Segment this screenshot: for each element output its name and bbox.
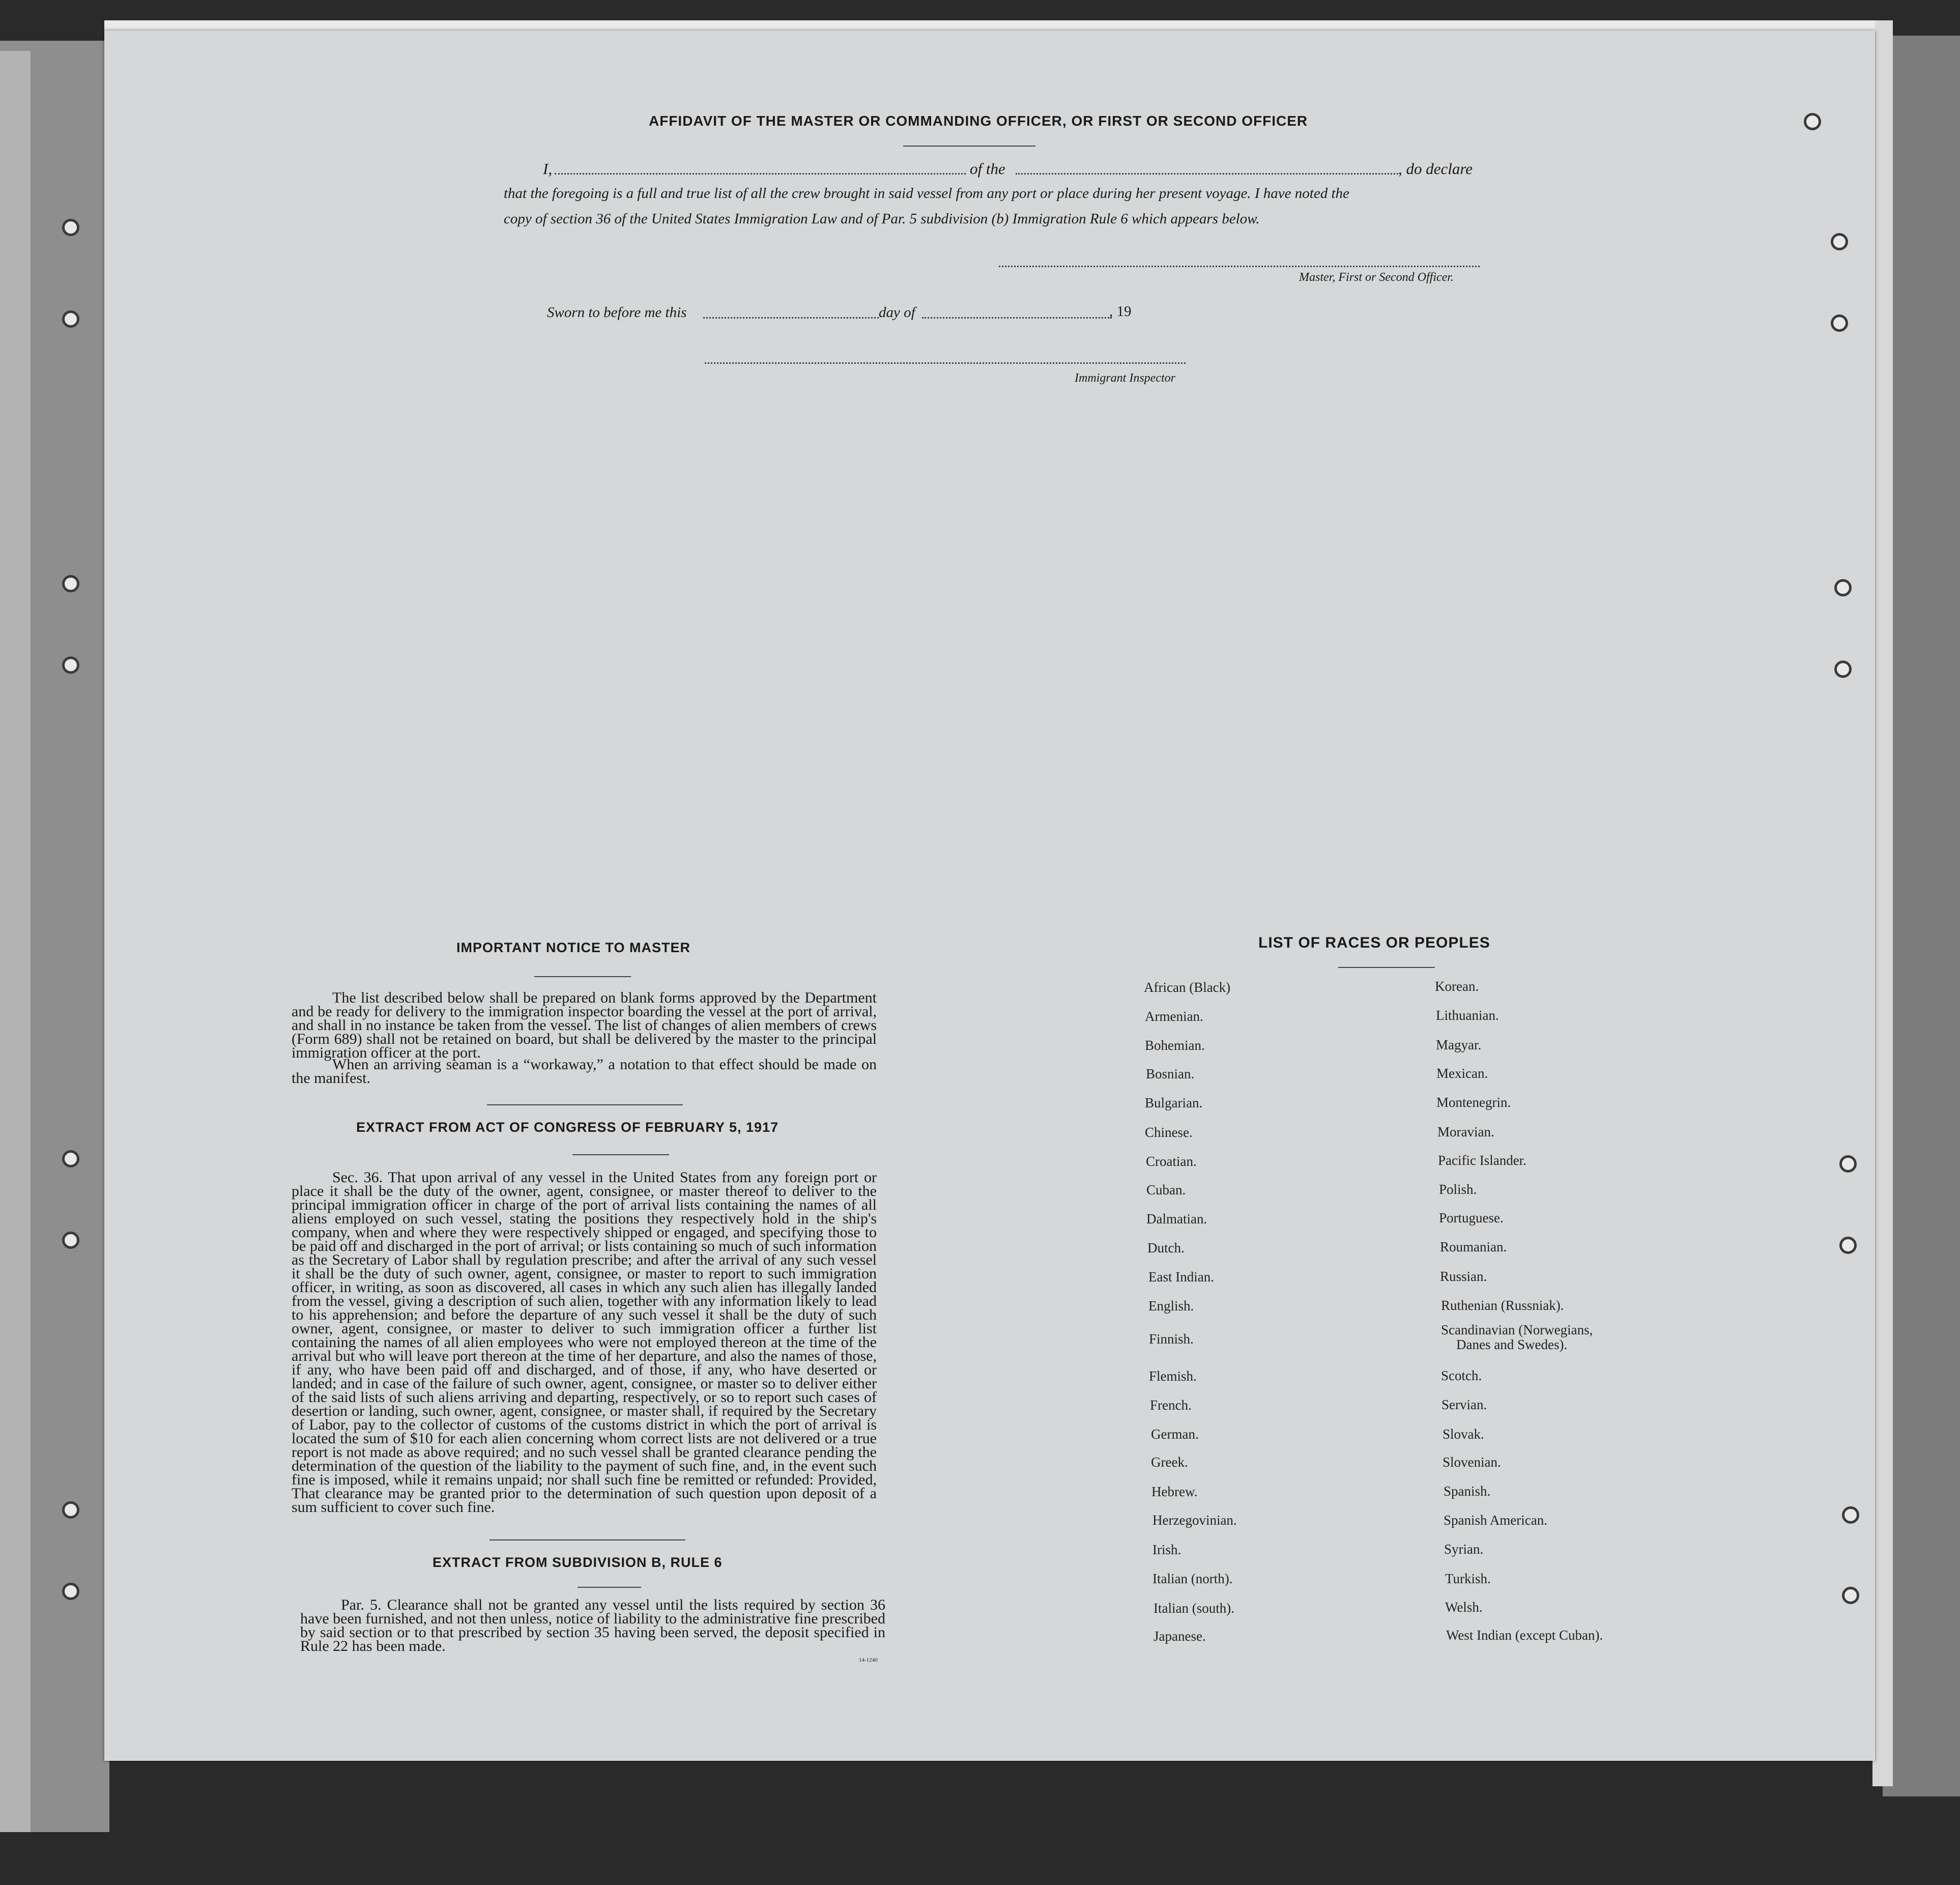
binder-hole-icon bbox=[62, 1150, 79, 1167]
extract-act-title: EXTRACT FROM ACT OF CONGRESS OF FEBRUARY 5, 1917 bbox=[356, 1120, 779, 1135]
year-label: , 19 bbox=[1109, 303, 1132, 320]
race-entry: Greek. bbox=[1151, 1454, 1188, 1470]
name-blank bbox=[555, 173, 966, 175]
race-entry: African (Black) bbox=[1144, 980, 1231, 995]
race-entry: Armenian. bbox=[1145, 1009, 1203, 1024]
race-entry: Syrian. bbox=[1444, 1541, 1484, 1557]
race-entry: Spanish American. bbox=[1444, 1512, 1547, 1528]
binder-edge-right bbox=[1883, 36, 1960, 1796]
races-title: LIST OF RACES OR PEOPLES bbox=[1258, 934, 1490, 951]
race-entry: Korean. bbox=[1435, 979, 1479, 994]
binder-hole-icon bbox=[1834, 579, 1852, 596]
notice-rule bbox=[534, 976, 631, 977]
race-entry: Slovenian. bbox=[1443, 1454, 1501, 1470]
race-entry: Russian. bbox=[1440, 1269, 1487, 1284]
binder-hole-icon bbox=[1804, 113, 1821, 130]
race-entry: Turkish. bbox=[1445, 1571, 1491, 1586]
binder-hole-icon bbox=[1839, 1155, 1857, 1173]
race-entry: Cuban. bbox=[1146, 1182, 1186, 1197]
affidavit-title: AFFIDAVIT OF THE MASTER OR COMMANDING OFFICER, OR FIRST OR SECOND OFFICER bbox=[649, 113, 1308, 129]
sworn-month-blank bbox=[922, 317, 1112, 319]
affidavit-of-label: of the bbox=[970, 160, 1005, 178]
race-entry: Japanese. bbox=[1154, 1629, 1206, 1644]
race-entry: Bohemian. bbox=[1145, 1038, 1205, 1053]
race-entry: Roumanian. bbox=[1440, 1239, 1507, 1254]
races-rule bbox=[1338, 967, 1435, 968]
binder-hole-icon bbox=[1842, 1506, 1859, 1524]
affidavit-line3: copy of section 36 of the United States Immigration Law and of Par. 5 subdivision (b) Immigration Rule 6 which appears below. bbox=[504, 211, 1260, 227]
race-entry: Servian. bbox=[1442, 1397, 1487, 1412]
race-entry: Bosnian. bbox=[1146, 1066, 1195, 1081]
extract-act-rule bbox=[572, 1154, 669, 1155]
form-number: 14-1240 bbox=[859, 1657, 878, 1663]
race-entry: Croatian. bbox=[1146, 1154, 1197, 1169]
binder-hole-icon bbox=[62, 1232, 79, 1249]
race-entry: Danes and Swedes). bbox=[1456, 1337, 1568, 1352]
race-entry: English. bbox=[1148, 1298, 1194, 1313]
race-entry: East Indian. bbox=[1148, 1269, 1214, 1284]
race-entry: Welsh. bbox=[1445, 1600, 1483, 1615]
race-entry: Scotch. bbox=[1441, 1368, 1482, 1383]
inspector-caption: Immigrant Inspector bbox=[1075, 372, 1175, 385]
binder-hole-icon bbox=[1842, 1587, 1859, 1604]
race-entry: Italian (south). bbox=[1154, 1601, 1234, 1616]
affidavit-i-label: I, bbox=[543, 160, 553, 178]
sworn-day-blank bbox=[703, 317, 879, 319]
sworn-label: Sworn to before me this bbox=[547, 304, 687, 321]
extract-rule-rule bbox=[578, 1587, 641, 1588]
notice-paragraph-2: When an arriving seaman is a “workaway,” a notation to that effect should be made on the manifest. bbox=[292, 1056, 877, 1087]
race-entry: Pacific Islander. bbox=[1438, 1153, 1526, 1168]
race-entry: Dutch. bbox=[1147, 1240, 1185, 1255]
binder-hole-icon bbox=[62, 310, 79, 328]
affidavit-declare: , do declare bbox=[1398, 160, 1473, 178]
binder-hole-icon bbox=[1839, 1237, 1857, 1254]
race-entry: Italian (north). bbox=[1152, 1571, 1233, 1586]
race-entry: French. bbox=[1150, 1397, 1192, 1413]
binder-page-stack-left bbox=[0, 51, 31, 1832]
binder-hole-icon bbox=[62, 219, 79, 236]
binder-hole-icon bbox=[1831, 233, 1848, 250]
page-stack-right bbox=[1872, 20, 1893, 1786]
master-signature-caption: Master, First or Second Officer. bbox=[1299, 271, 1454, 284]
race-entry: Chinese. bbox=[1145, 1125, 1193, 1140]
vessel-blank bbox=[1016, 173, 1398, 175]
section-36-text: Sec. 36. That upon arrival of any vessel in the United States from any foreign port or place it shall be the duty of the owner, agent, consignee, or master thereof to deliver to the principal immigration officer in charge of the port of arrival lists containing the names of all aliens employed on such vessel, stating the positions they respectively hold in the ship's company, when and where they were respectively shipped or engaged, and specifying those to be paid off and discharged in the port of arrival; or lists containing so much of such information as the Secretary of Labor shall by regulation prescribe; and after the arrival of any such vessel it shall be the duty of such owner, agent, consignee, or master to report to such immigration officer, in writing, as soon as discovered, all cases in which any such alien has illegally landed from the vessel, giving a description of such alien, together with any information likely to lead to his apprehension; and before the departure of any such vessel it shall be the duty of such owner, agent, consignee, or master to deliver to such immigration officer a further list containing the names of all alien employees who were not employed thereon at the time of the arrival but who will leave port thereon at the time of her departure, and also the names of those, if any, who have been paid off and discharged, and of those, if any, who have deserted or landed; and in case of the failure of such owner, agent, consignee, or master so to deliver either of the said lists of such aliens arriving and departing, respectively, or so to report such cases of desertion or landing, such owner, agent, consignee, or master shall, if required by the Secretary of Labor, pay to the collector of customs of the customs district in which the port of arrival is located the sum of $10 for each alien concerning whom correct lists are not delivered or a true report is not made as above required; and no such vessel shall be granted clearance pending the determination of the question of the liability to the payment of such fine, and, in the event such fine is imposed, while it remains unpaid; nor shall such fine be remitted or refunded: Provided, That clearance may be granted prior to the determination of such question upon deposit of a sum sufficient to cover such fine. bbox=[292, 1169, 877, 1516]
section-divider bbox=[487, 1104, 683, 1105]
race-entry: Spanish. bbox=[1444, 1483, 1491, 1499]
race-entry: Flemish. bbox=[1149, 1368, 1197, 1384]
race-entry: Montenegrin. bbox=[1436, 1095, 1511, 1110]
title-rule bbox=[903, 146, 1035, 147]
section-divider-2 bbox=[489, 1539, 685, 1540]
binder-hole-icon bbox=[62, 575, 79, 592]
race-entry: Scandinavian (Norwegians, bbox=[1441, 1322, 1593, 1337]
race-entry: German. bbox=[1151, 1426, 1199, 1442]
day-of-label: day of bbox=[879, 304, 915, 321]
race-entry: Ruthenian (Russniak). bbox=[1441, 1298, 1564, 1313]
race-entry: Bulgarian. bbox=[1145, 1095, 1203, 1110]
extract-rule-title: EXTRACT FROM SUBDIVISION B, RULE 6 bbox=[433, 1555, 723, 1570]
binder-hole-icon bbox=[1831, 315, 1848, 332]
race-entry: West Indian (except Cuban). bbox=[1446, 1627, 1603, 1643]
notice-title: IMPORTANT NOTICE TO MASTER bbox=[456, 940, 690, 955]
binder-hole-icon bbox=[62, 656, 79, 674]
master-signature-line bbox=[999, 266, 1480, 267]
race-entry: Herzegovinian. bbox=[1152, 1512, 1237, 1528]
race-entry: Lithuanian. bbox=[1436, 1008, 1499, 1023]
race-entry: Polish. bbox=[1439, 1182, 1477, 1197]
race-entry: Slovak. bbox=[1443, 1426, 1484, 1442]
notice-paragraph-1: The list described below shall be prepared on blank forms approved by the Department and be ready for delivery to the immigration inspector boarding the vessel at the port of arrival, and shall in no instance be taken from the vessel. The list of changes of alien members of crews (Form 689) shall not be retained on board, but shall be delivered by the master to the principal immigration officer at the port. bbox=[292, 989, 877, 1061]
race-entry: Magyar. bbox=[1436, 1037, 1482, 1052]
binder-hole-icon bbox=[62, 1583, 79, 1600]
race-entry: Mexican. bbox=[1436, 1066, 1488, 1081]
binder-hole-icon bbox=[62, 1501, 79, 1519]
race-entry: Dalmatian. bbox=[1146, 1211, 1207, 1226]
race-entry: Portuguese. bbox=[1439, 1210, 1504, 1225]
race-entry: Finnish. bbox=[1149, 1331, 1194, 1347]
par-5-text: Par. 5. Clearance shall not be granted any vessel until the lists required by section 36 have been furnished, and not then unless, notice of liability to the administrative fine prescribed by said section or to that prescribed by section 35 having been served, the deposit specified in Rule 22 has been made. bbox=[300, 1596, 885, 1654]
race-entry: Moravian. bbox=[1437, 1124, 1494, 1139]
race-entry: Hebrew. bbox=[1151, 1484, 1198, 1499]
race-entry: Irish. bbox=[1152, 1542, 1181, 1557]
affidavit-line2: that the foregoing is a full and true list of all the crew brought in said vessel from any port or place during her present voyage. I have noted the bbox=[504, 185, 1349, 202]
inspector-signature-line bbox=[705, 362, 1186, 364]
binder-hole-icon bbox=[1834, 661, 1852, 678]
